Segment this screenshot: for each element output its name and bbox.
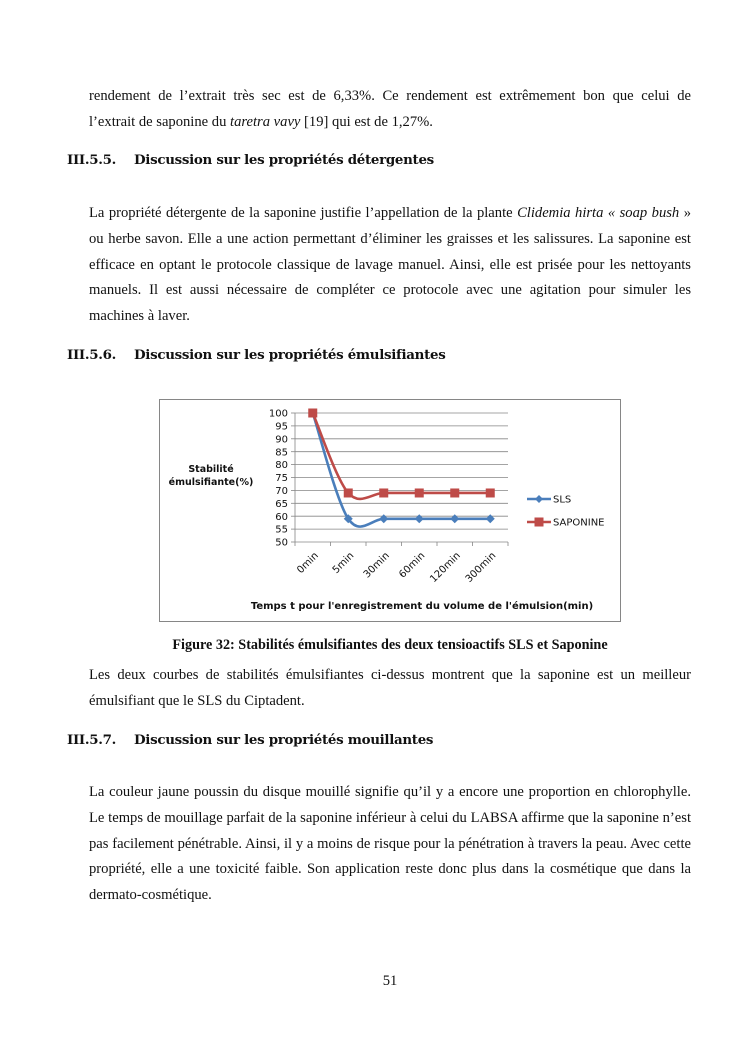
x-tick-label: 30min	[361, 550, 392, 581]
section-title: Discussion sur les propriétés émulsifiantes	[134, 347, 446, 363]
x-tick-label: 60min	[397, 550, 428, 581]
page-number: 51	[382, 973, 398, 989]
y-tick-label: 65	[275, 498, 288, 510]
y-tick-label: 55	[275, 524, 288, 536]
x-tick-label: 0min	[295, 550, 321, 576]
section-title: Discussion sur les propriétés détergentes	[134, 152, 434, 168]
y-tick-label: 100	[268, 408, 288, 420]
x-tick-label: 120min	[428, 550, 463, 585]
intro-line-2: l’extrait de saponine du taretra vavy [19] qui est de 1,27%.	[89, 113, 433, 130]
y-tick-label: 85	[275, 447, 288, 459]
y-axis-label-line: émulsifiante(%)	[168, 477, 254, 488]
section-number: III.5.7.	[67, 732, 117, 748]
section-heading-wetting	[67, 732, 433, 748]
species-name: taretra vavy	[230, 113, 301, 130]
chart-frame	[160, 400, 621, 622]
data-point-saponine	[344, 488, 353, 497]
paragraph-chart-conclusion: Les deux courbes de stabilités émulsifiantes ci-dessus montrent que la saponine est un meilleur émulsifiant que le SLS du Ciptadent.	[89, 667, 691, 709]
y-tick-label: 50	[275, 537, 288, 549]
section-heading-detergent	[67, 152, 434, 168]
emulsion-stability-chart	[159, 399, 622, 623]
section-number: III.5.5.	[67, 152, 117, 168]
paragraph-intro	[89, 84, 691, 136]
legend-label-saponine: SAPONINE	[553, 517, 605, 529]
paragraph-detergent: La propriété détergente de la saponine justifie l’appellation de la plante Clidemia hirta « soap bush » ou herbe savon. Elle a une action permettant d’éliminer les graisses et les salissures. La saponine est efficace en optant le protocole classique de lavage manuel. Ainsi, elle est prisée pour les nettoyants manuels. Il est aussi nécessaire de compléter ce protocole avec une agitation pour simuler les machines à laver.	[89, 205, 691, 325]
legend-label-sls: SLS	[553, 494, 572, 506]
data-point-saponine	[308, 409, 317, 418]
section-number: III.5.6.	[67, 347, 117, 363]
section-title: Discussion sur les propriétés mouillantes	[134, 732, 434, 748]
x-tick-label: 5min	[330, 550, 357, 576]
figure-caption: Figure 32: Stabilités émulsifiantes des deux tensioactifs SLS et Saponine	[172, 637, 608, 653]
data-point-saponine	[486, 488, 495, 497]
y-tick-label: 80	[275, 460, 288, 472]
y-tick-label: 70	[275, 486, 288, 497]
y-tick-label: 95	[275, 421, 288, 433]
paragraph-wetting: La couleur jaune poussin du disque mouillé signifie qu’il y a encore une proportion en chlorophylle. Le temps de mouillage parfait de la saponine inférieur à celui du LABSA affirme que la saponine n’est pas facilement pénétrable. Ainsi, il y a moins de risque pour la pénétration à travers la peau. Avec cette propriété, elle a une toxicité faible. Son application reste donc plus dans la cosmétique que dans la dermato-cosmétique.	[89, 784, 691, 904]
x-tick-label: 300min	[463, 550, 499, 585]
y-tick-label: 75	[275, 473, 288, 485]
y-axis-label-line: Stabilité	[188, 464, 234, 475]
intro-line-1: rendement de l’extrait très sec est de 6,33%. Ce rendement est extrêmement bon que celui de	[89, 88, 691, 104]
x-axis-label: Temps t pour l'enregistrement du volume de l'émulsion(min)	[250, 601, 594, 612]
section-heading-emulsifying	[67, 347, 445, 363]
data-point-saponine	[379, 488, 388, 497]
data-point-saponine	[415, 488, 424, 497]
plant-name: Clidemia hirta « soap bush	[517, 205, 680, 221]
y-tick-label: 90	[275, 434, 288, 446]
data-point-saponine	[450, 488, 459, 497]
legend-marker-saponine	[535, 518, 544, 527]
y-tick-label: 60	[275, 511, 288, 523]
